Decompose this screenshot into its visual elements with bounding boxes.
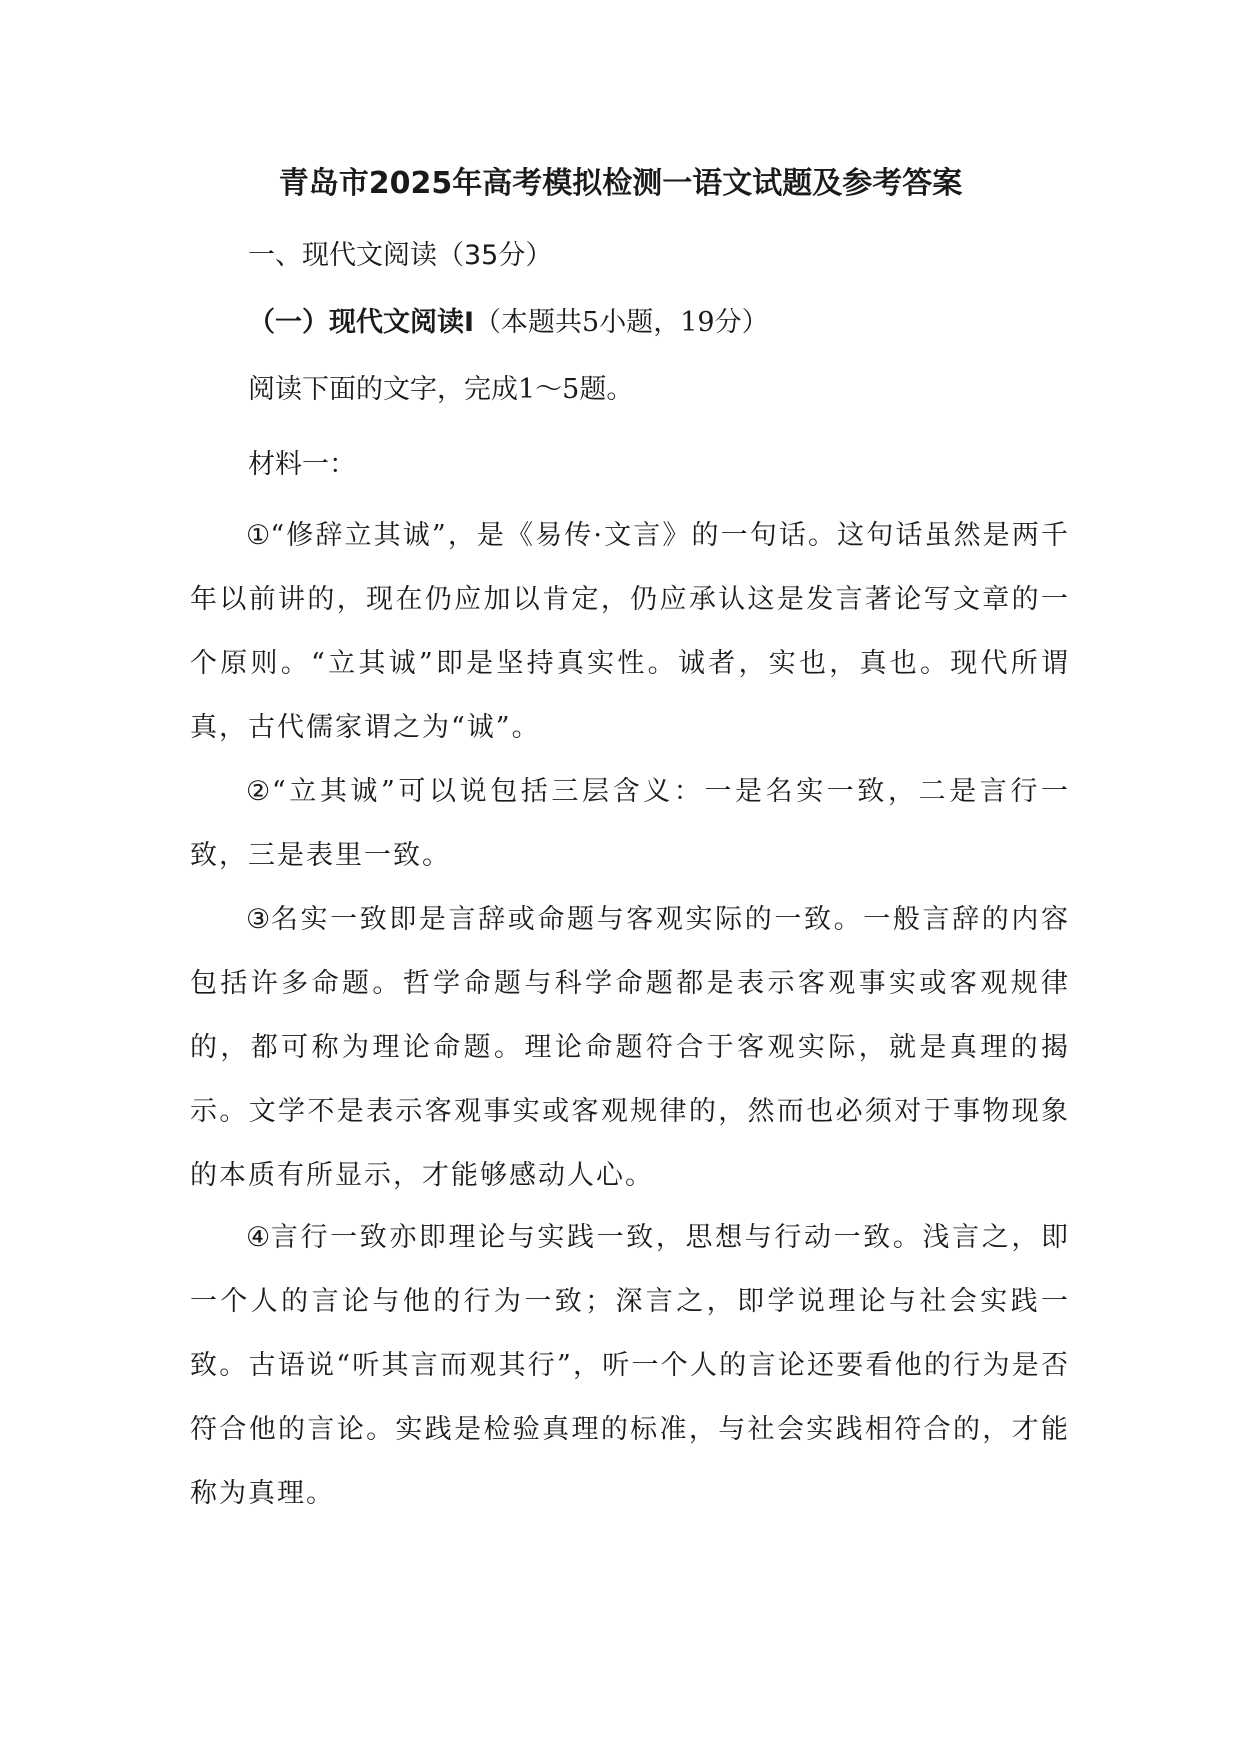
section-heading: 一、现代文阅读（35分）	[248, 240, 553, 271]
subsection-title: （一）现代文阅读Ⅰ	[248, 307, 475, 338]
paragraph-3	[190, 888, 1070, 1208]
paragraph-number: ①	[246, 520, 271, 551]
document-title: 青岛市2025年高考模拟检测一语文试题及参考答案	[278, 166, 963, 201]
paragraph-text: “立其诚”可以说包括三层含义：一是名实一致，二是言行一致，三是表里一致。	[190, 776, 1070, 871]
subsection-heading	[248, 302, 769, 343]
subsection-note: （本题共5小题，19分）	[474, 307, 769, 338]
reading-instruction: 阅读下面的文字，完成1～5题。	[248, 374, 634, 405]
material-label: 材料一：	[248, 449, 356, 480]
paragraph-number: ②	[246, 776, 272, 807]
paragraph-2	[190, 760, 1070, 888]
paragraph-1	[190, 504, 1070, 760]
paragraph-text: 名实一致即是言辞或命题与客观实际的一致。一般言辞的内容包括许多命题。哲学命题与科学命题都是表示客观事实或客观规律的，都可称为理论命题。理论命题符合于客观实际，就是真理的揭示。文学不是表示客观事实或客观规律的，然而也必须对于事物现象的本质有所显示，才能够感动人心。	[190, 904, 1070, 1191]
paragraph-text: 言行一致亦即理论与实践一致，思想与行动一致。浅言之，即一个人的言论与他的行为一致；深言之，即学说理论与社会实践一致。古语说“听其言而观其行”，听一个人的言论还要看他的行为是否符合他的言论。实践是检验真理的标准，与社会实践相符合的，才能称为真理。	[190, 1222, 1070, 1509]
paragraph-number: ③	[246, 904, 271, 935]
paragraph-4	[190, 1206, 1070, 1526]
paragraph-number: ④	[246, 1222, 271, 1253]
paragraph-text: “修辞立其诚”，是《易传·文言》的一句话。这句话虽然是两千年以前讲的，现在仍应加以肯定，仍应承认这是发言著论写文章的一个原则。“立其诚”即是坚持真实性。诚者，实也，真也。现代所谓真，古代儒家谓之为“诚”。	[190, 520, 1070, 743]
